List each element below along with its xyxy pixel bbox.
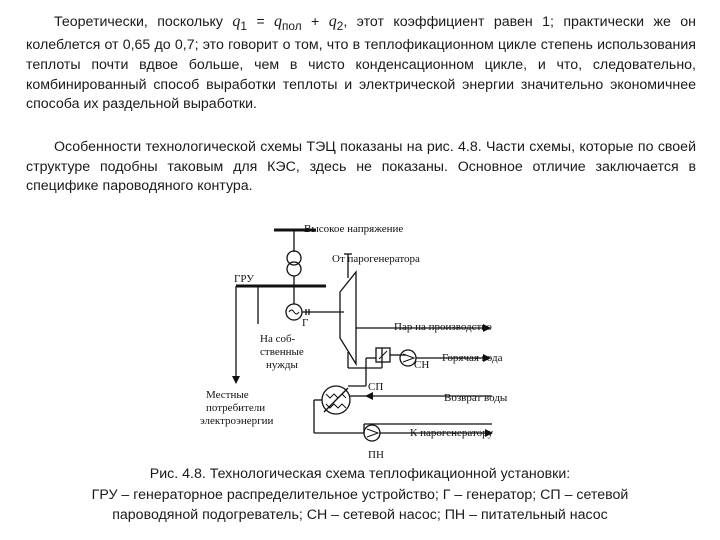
label-return-water: Возврат воды <box>444 392 508 404</box>
transformer-coil-bottom <box>287 262 301 276</box>
chp-scheme-diagram <box>196 218 536 464</box>
label-own-needs-3: нужды <box>266 359 298 371</box>
figure-caption <box>20 464 700 526</box>
label-own-needs-2: ственные <box>260 346 304 358</box>
label-hot-water: Горячая вода <box>442 352 503 364</box>
label-own-needs-1: На соб- <box>260 333 296 345</box>
label-gru: ГРУ <box>234 273 254 285</box>
caption-line-1: Рис. 4.8. Технологическая схема теплофикационной установки: <box>149 466 571 482</box>
transformer-coil-top <box>287 251 301 265</box>
label-high-voltage: Высокое напряжение <box>304 223 404 235</box>
caption-line-3: пароводяной подогреватель; СН – сетевой насос; ПН – питательный насос <box>112 507 608 523</box>
label-to-steam-gen: К парогенератору <box>410 427 493 439</box>
label-pn: ПН <box>368 449 384 461</box>
caption-line-2: ГРУ – генераторное распределительное устройство; Г – генератор; СП – сетевой <box>91 486 629 503</box>
label-sp: СП <box>368 381 384 393</box>
label-local-consumers-3: электроэнергии <box>200 415 274 427</box>
label-industry-steam: Пар на производство <box>394 321 492 333</box>
label-local-consumers-2: потребители <box>206 402 266 414</box>
label-generator: Г <box>302 317 309 329</box>
paragraph-2: Особенности технологической схемы ТЭЦ показаны на рис. 4.8. Части схемы, которые по своей структуре подобны таковым для КЭС, здесь не показаны. Основное отличие заключается в специфике пароводяного контура. <box>26 139 696 195</box>
label-from-steam-gen: От парогенератора <box>332 253 420 265</box>
label-sn: СН <box>414 359 430 371</box>
turbine <box>340 272 356 364</box>
paragraph-1: Теоретически, поскольку $q_1 = q_{пол} + q_2$, этот коэффициент равен 1; практически же он колеблется от 0,65 до 0,7; это говорит о том, что в теплофикационном цикле степень использования теплоты почти вдвое больше, чем в чисто конденсационном цикле, и что, следовательно, комбинированный способ выработки теплоты и электрической энергии значительно экономичнее способа их раздельной выработки. <box>26 13 696 113</box>
label-local-consumers-1: Местные <box>206 389 249 401</box>
